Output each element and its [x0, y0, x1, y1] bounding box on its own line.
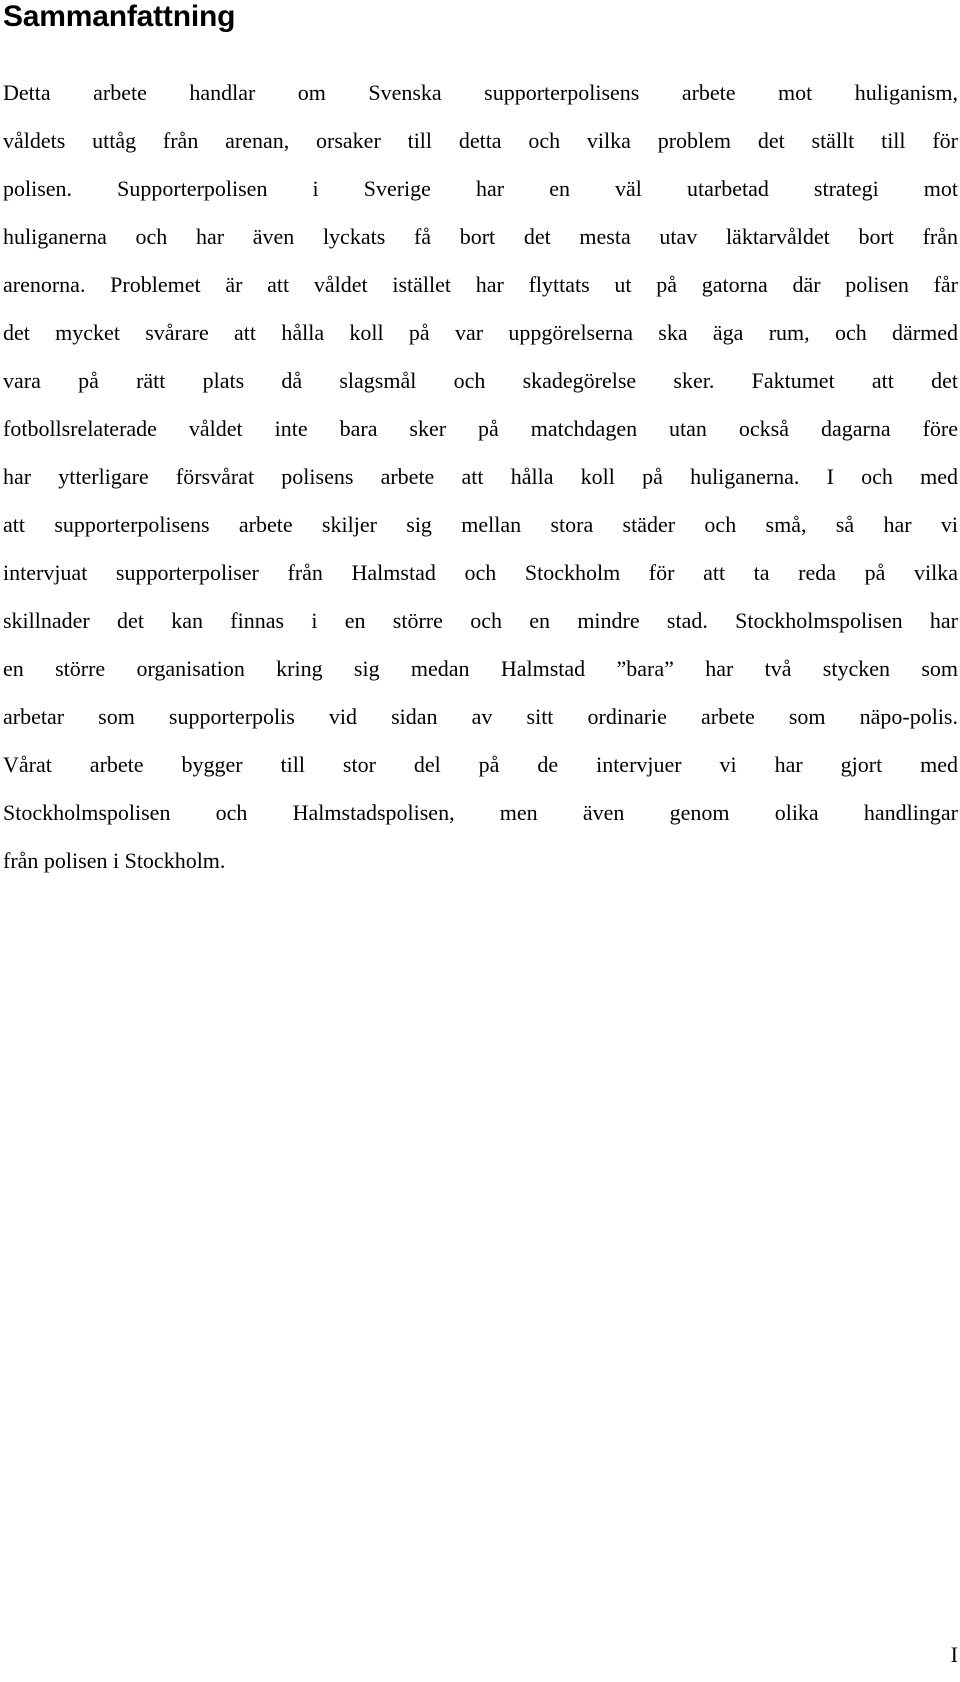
paragraph-line: Stockholmspolisen och Halmstadspolisen, men även genom olika handlingar — [3, 800, 958, 825]
paragraph-line: från polisen i Stockholm. — [3, 848, 226, 873]
paragraph-line: våldets uttåg från arenan, orsaker till detta och vilka problem det ställt till för — [3, 128, 958, 153]
paragraph-line: vara på rätt plats då slagsmål och skadegörelse sker. Faktumet att det — [3, 368, 958, 393]
paragraph-line: arenorna. Problemet är att våldet istället har flyttats ut på gatorna där polisen får — [3, 272, 958, 297]
paragraph-line: huliganerna och har även lyckats få bort det mesta utav läktarvåldet bort från — [3, 224, 958, 249]
page-title: Sammanfattning — [3, 0, 236, 33]
paragraph-line: det mycket svårare att hålla koll på var uppgörelserna ska äga rum, och därmed — [3, 320, 958, 345]
paragraph-line: att supporterpolisens arbete skiljer sig mellan stora städer och små, så har vi — [3, 512, 958, 537]
page-number: I — [950, 1642, 958, 1667]
paragraph-line: arbetar som supporterpolis vid sidan av sitt ordinarie arbete som näpo-polis. — [3, 704, 958, 729]
summary-paragraph — [3, 69, 958, 885]
paragraph-line: en större organisation kring sig medan Halmstad ”bara” har två stycken som — [3, 656, 958, 681]
paragraph-line: har ytterligare försvårat polisens arbete att hålla koll på huliganerna. I och med — [3, 464, 958, 489]
paragraph-line: Detta arbete handlar om Svenska supporterpolisens arbete mot huliganism, — [3, 80, 958, 105]
paragraph-line: polisen. Supporterpolisen i Sverige har en väl utarbetad strategi mot — [3, 176, 958, 201]
paragraph-line: fotbollsrelaterade våldet inte bara sker på matchdagen utan också dagarna före — [3, 416, 958, 441]
paragraph-line: intervjuat supporterpoliser från Halmstad och Stockholm för att ta reda på vilka — [3, 560, 958, 585]
paragraph-line: skillnader det kan finnas i en större och en mindre stad. Stockholmspolisen har — [3, 608, 958, 633]
paragraph-line: Vårat arbete bygger till stor del på de intervjuer vi har gjort med — [3, 752, 958, 777]
